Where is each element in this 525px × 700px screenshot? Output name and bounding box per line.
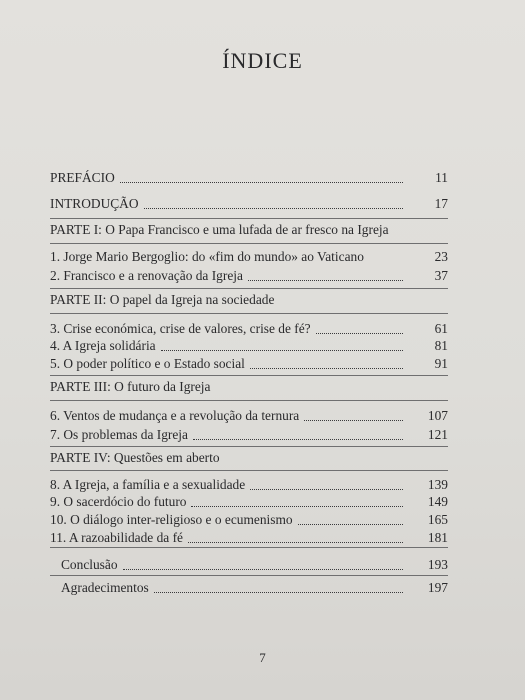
section-divider — [50, 375, 448, 376]
toc-entry-label: INTRODUÇÃO — [50, 196, 139, 211]
toc-entry — [50, 352, 448, 372]
toc-entry — [50, 423, 448, 443]
part-heading: PARTE IV: Questões em aberto — [50, 450, 220, 465]
dot-leader — [154, 591, 403, 593]
dot-leader — [369, 261, 403, 262]
toc-entry — [50, 334, 448, 354]
section-divider — [50, 470, 448, 471]
toc-entry-label: 1. Jorge Mario Bergoglio: do «fim do mundo» ao Vaticano — [50, 249, 364, 264]
toc-entry-introducao — [50, 192, 448, 212]
section-divider — [50, 547, 448, 548]
section-divider — [50, 218, 448, 219]
part-heading: PARTE III: O futuro da Igreja — [50, 379, 211, 394]
toc-entry-label: 7. Os problemas da Igreja — [50, 427, 188, 442]
dot-leader — [250, 367, 403, 369]
toc-page-number: 165 — [427, 512, 448, 527]
toc-entry-label: 9. O sacerdócio do futuro — [50, 494, 187, 509]
section-divider — [50, 400, 448, 401]
toc-page-number: 37 — [434, 268, 448, 283]
toc-page-number: 149 — [427, 494, 448, 509]
toc-entry-label: 4. A Igreja solidária — [50, 338, 156, 353]
dot-leader — [191, 505, 403, 507]
toc-entry — [50, 404, 448, 424]
dot-leader — [188, 541, 403, 543]
toc-page-number: 61 — [434, 321, 448, 336]
toc-entry-label: Agradecimentos — [61, 580, 149, 595]
toc-page-number: 17 — [434, 196, 448, 211]
toc-page-number: 197 — [427, 580, 448, 595]
dot-leader — [123, 568, 403, 570]
toc-entry-label: 2. Francisco e a renovação da Igreja — [50, 268, 243, 283]
toc-entry-agradecimentos — [61, 576, 448, 596]
section-divider — [50, 243, 448, 244]
toc-page-number: 121 — [427, 427, 448, 442]
toc-entry-label: 3. Crise económica, crise de valores, crise de fé? — [50, 321, 311, 336]
toc-entry-prefacio — [50, 166, 448, 186]
toc-entry — [50, 508, 448, 528]
toc-entry-conclusao — [61, 553, 448, 573]
page-folio: 7 — [259, 650, 266, 665]
toc-entry-label: Conclusão — [61, 557, 118, 572]
toc-page-number: 107 — [427, 408, 448, 423]
toc-page-number: 81 — [434, 338, 448, 353]
toc-page-number: 193 — [427, 557, 448, 572]
toc-entry — [50, 490, 448, 510]
dot-leader — [304, 419, 403, 421]
dot-leader — [193, 438, 403, 440]
toc-entry-label: 5. O poder político e o Estado social — [50, 356, 245, 371]
section-divider — [50, 313, 448, 314]
page-title: ÍNDICE — [222, 48, 303, 73]
toc-entry-label: 11. A razoabilidade da fé — [50, 530, 183, 545]
dot-leader — [144, 207, 403, 209]
section-divider — [50, 446, 448, 447]
toc-page-number: 139 — [427, 477, 448, 492]
section-divider — [50, 288, 448, 289]
toc-page-number: 11 — [435, 170, 448, 185]
toc-entry-label: 6. Ventos de mudança e a revolução da ternura — [50, 408, 300, 423]
toc-entry — [50, 526, 448, 546]
toc-entry — [50, 264, 448, 284]
toc-entry-label: 10. O diálogo inter-religioso e o ecumenismo — [50, 512, 293, 527]
toc-page-number: 23 — [434, 249, 448, 264]
dot-leader — [298, 523, 403, 525]
dot-leader — [161, 349, 403, 351]
dot-leader — [248, 279, 403, 281]
part-heading: PARTE II: O papel da Igreja na sociedade — [50, 292, 275, 307]
toc-page-number: 181 — [427, 530, 448, 545]
dot-leader — [120, 181, 403, 183]
part-heading: PARTE I: O Papa Francisco e uma lufada de ar fresco na Igreja — [50, 222, 389, 237]
toc-page-number: 91 — [434, 356, 448, 371]
toc-entry — [50, 245, 448, 265]
toc-entry-label: 8. A Igreja, a família e a sexualidade — [50, 477, 246, 492]
toc-entry-label: PREFÁCIO — [50, 170, 115, 185]
